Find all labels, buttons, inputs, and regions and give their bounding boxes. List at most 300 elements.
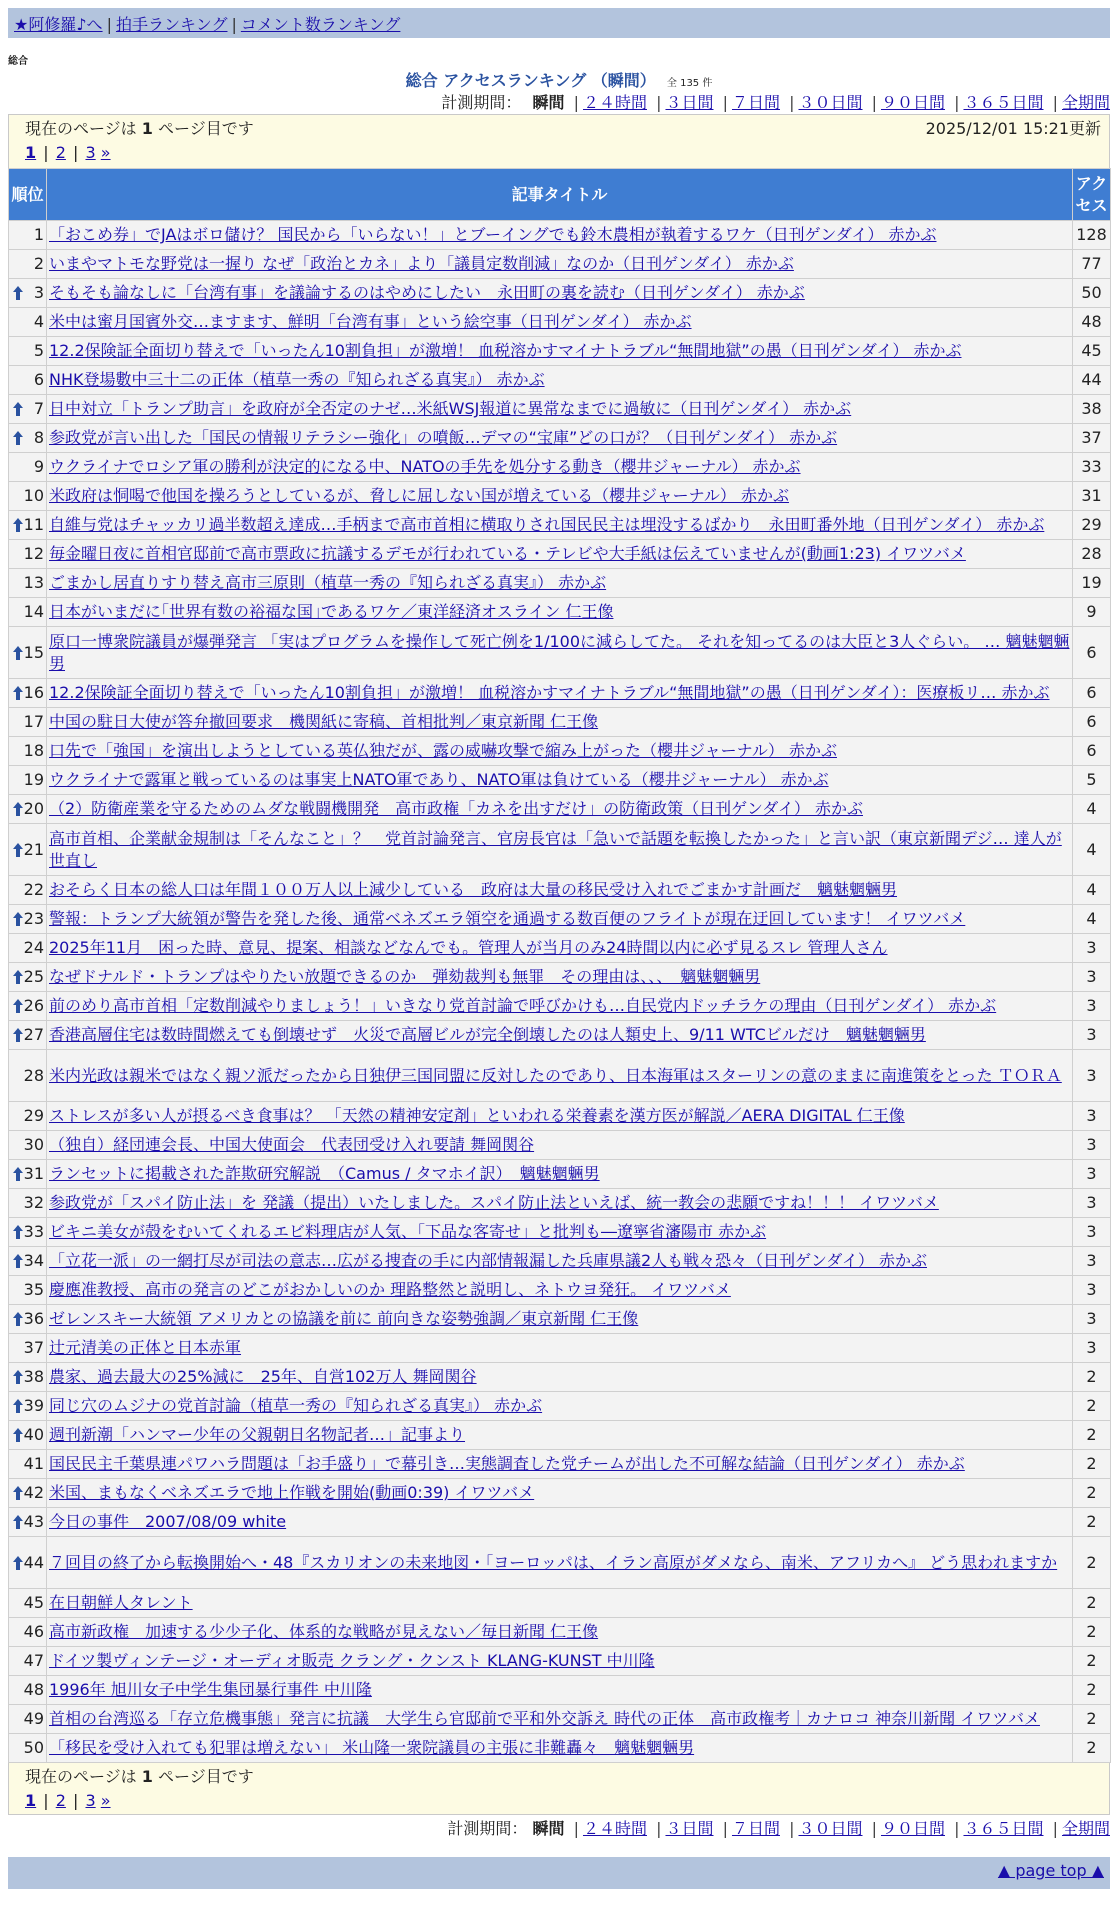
table-row bbox=[9, 1363, 1111, 1392]
article-title-link[interactable]: 国民民主千葉県連パワハラ問題は「お手盛り」で幕引き…実態調査した党チームが出した不可解な結論（日刊ゲンダイ） 赤かぶ bbox=[49, 1454, 965, 1473]
rank-number: 39 bbox=[23, 1396, 44, 1415]
rank-up-arrow-icon bbox=[12, 801, 24, 817]
title-cell bbox=[47, 934, 1073, 963]
rank-cell bbox=[9, 1618, 47, 1647]
access-count: 31 bbox=[1073, 482, 1111, 511]
rank-number: 27 bbox=[23, 1025, 44, 1044]
period-selector-top: 計測期間： 瞬間 | ２４時間 | ３日間 | ７日間 | ３０日間 | ９０日間 | ３６５日間 | 全期間 bbox=[441, 93, 1110, 112]
article-title-link[interactable]: 米中は蜜月国賓外交…ますます、鮮明「台湾有事」という絵空事（日刊ゲンダイ） 赤かぶ bbox=[49, 312, 692, 331]
article-title-link[interactable]: 米政府は恫喝で他国を操ろうとしているが、脅しに屈しない国が増えている（櫻井ジャーナル） 赤かぶ bbox=[49, 486, 789, 505]
rank-cell bbox=[9, 934, 47, 963]
table-row bbox=[9, 250, 1111, 279]
title-cell bbox=[47, 1305, 1073, 1334]
title-cell bbox=[47, 1421, 1073, 1450]
table-row bbox=[9, 511, 1111, 540]
article-title-link[interactable]: 12.2保険証全面切り替えで「いったん10割負担」が激増！ 血税溶かすマイナトラブル“無間地獄”の愚（日刊ゲンダイ）：医療板リ… 赤かぶ bbox=[49, 683, 1050, 702]
article-title-link[interactable]: ウクライナで露軍と戦っているのは事実上NATO軍であり、NATO軍は負けている（櫻井ジャーナル） 赤かぶ bbox=[49, 770, 829, 789]
article-title-link[interactable]: 原口一博衆院議員が爆弾発言 「実はプログラムを操作して死亡例を1/100に減らしてた。 それを知ってるのは大臣と3人ぐらい。 … 魑魅魍魎男 bbox=[49, 631, 1070, 673]
title-cell bbox=[47, 1705, 1073, 1734]
rank-cell bbox=[9, 424, 47, 453]
rank-number: 45 bbox=[23, 1593, 44, 1612]
rank-number: 25 bbox=[23, 967, 44, 986]
pager-current-page[interactable]: 1 bbox=[25, 1791, 37, 1810]
article-title-link[interactable]: 週刊新潮「ハンマー少年の父親朝日名物記者…」記事より bbox=[49, 1425, 466, 1444]
rank-up-arrow-icon bbox=[12, 1369, 24, 1385]
article-title-link[interactable]: 参政党が言い出した「国民の情報リテラシー強化」の噴飯…デマの“宝庫”どの口が？（日刊ゲンダイ） 赤かぶ bbox=[49, 428, 838, 447]
rank-number: 32 bbox=[23, 1193, 44, 1212]
rank-number: 34 bbox=[23, 1251, 44, 1270]
rank-number: 50 bbox=[23, 1738, 44, 1757]
rank-number: 6 bbox=[33, 370, 44, 389]
table-row bbox=[9, 1421, 1111, 1450]
period-link-365d[interactable]: ３６５日間 bbox=[963, 93, 1044, 112]
table-row bbox=[9, 679, 1111, 708]
rank-up-arrow-icon bbox=[12, 1253, 24, 1269]
col-header-rank: 順位 bbox=[9, 169, 47, 221]
rank-cell bbox=[9, 1676, 47, 1705]
title-cell bbox=[47, 569, 1073, 598]
rank-cell bbox=[9, 453, 47, 482]
title-cell bbox=[47, 795, 1073, 824]
access-count: 4 bbox=[1073, 876, 1111, 905]
rank-up-arrow-icon bbox=[12, 1224, 24, 1240]
title-cell bbox=[47, 1160, 1073, 1189]
article-title-link[interactable]: ストレスが多い人が摂るべき食事は？ 「天然の精神安定剤」といわれる栄養素を漢方医が解説／AERA DIGITAL 仁王像 bbox=[49, 1106, 905, 1125]
rank-number: 48 bbox=[23, 1680, 44, 1699]
rank-up-arrow-icon bbox=[12, 517, 24, 533]
table-row bbox=[9, 1450, 1111, 1479]
rank-up-arrow-icon bbox=[12, 1555, 24, 1571]
table-row bbox=[9, 766, 1111, 795]
article-title-link[interactable]: ビキニ美女が殻をむいてくれるエビ料理店が人気、「下品な客寄せ」と批判も―遼寧省瀋陽市 赤かぶ bbox=[49, 1222, 767, 1241]
table-row bbox=[9, 824, 1111, 876]
rank-cell bbox=[9, 482, 47, 511]
rank-number: 30 bbox=[23, 1135, 44, 1154]
period-selector-bottom: 計測期間： 瞬間 | ２４時間 | ３日間 | ７日間 | ３０日間 | ９０日間 | ３６５日間 | 全期間 bbox=[447, 1819, 1110, 1838]
rank-cell bbox=[9, 795, 47, 824]
period-link-3d[interactable]: ３日間 bbox=[665, 93, 714, 112]
article-title-link[interactable]: いまやマトモな野党は一握り なぜ「政治とカネ」より「議員定数削減」なのか（日刊ゲンダイ） 赤かぶ bbox=[49, 254, 794, 273]
access-count: 3 bbox=[1073, 1102, 1111, 1131]
article-title-link[interactable]: 首相の台湾巡る「存立危機事態」発言に抗議 大学生ら官邸前で平和外交訴え 時代の正体 高市政権考｜カナロコ 神奈川新聞 イワツバメ bbox=[49, 1709, 1040, 1728]
table-row bbox=[9, 598, 1111, 627]
access-count: 2 bbox=[1073, 1676, 1111, 1705]
access-count: 3 bbox=[1073, 1334, 1111, 1363]
rank-cell bbox=[9, 221, 47, 250]
access-count: 9 bbox=[1073, 598, 1111, 627]
rank-number: 15 bbox=[23, 642, 44, 662]
period-link-30d[interactable]: ３０日間 bbox=[798, 1819, 863, 1838]
article-title-link[interactable]: 前のめり高市首相「定数削減やりましょう！」いきなり党首討論で呼びかけも…自民党内ドッチラケの理由（日刊ゲンダイ） 赤かぶ bbox=[49, 996, 997, 1015]
rank-cell bbox=[9, 1647, 47, 1676]
title-cell bbox=[47, 1392, 1073, 1421]
table-row bbox=[9, 963, 1111, 992]
title-cell bbox=[47, 1479, 1073, 1508]
title-cell bbox=[47, 1508, 1073, 1537]
rank-number: 16 bbox=[23, 683, 44, 702]
rank-cell bbox=[9, 511, 47, 540]
rank-up-arrow-icon bbox=[12, 911, 24, 927]
period-link-24h[interactable]: ２４時間 bbox=[582, 1819, 647, 1838]
table-row bbox=[9, 795, 1111, 824]
total-count: 全 135 件 bbox=[666, 78, 713, 89]
rank-cell bbox=[9, 337, 47, 366]
rank-cell bbox=[9, 737, 47, 766]
rank-up-arrow-icon bbox=[12, 685, 24, 701]
access-count: 3 bbox=[1073, 934, 1111, 963]
rank-cell bbox=[9, 1218, 47, 1247]
article-title-link[interactable]: 辻元清美の正体と日本赤軍 bbox=[49, 1338, 242, 1357]
access-count: 2 bbox=[1073, 1705, 1111, 1734]
article-title-link[interactable]: ランセットに掲載された詐欺研究解説 （Camus / タマホイ訳） 魑魅魍魎男 bbox=[49, 1164, 600, 1183]
period-current: 瞬間 bbox=[532, 1819, 565, 1838]
period-link-all[interactable]: 全期間 bbox=[1061, 93, 1110, 112]
rank-up-arrow-icon bbox=[12, 1311, 24, 1327]
ranking-table-body bbox=[9, 221, 1111, 1763]
article-title-link[interactable]: 農家、過去最大の25%減に 25年、自営102万人 舞岡関谷 bbox=[49, 1367, 477, 1386]
title-cell bbox=[47, 1021, 1073, 1050]
article-title-link[interactable]: 警報：トランプ大統領が警告を発した後、通常ベネズエラ領空を通過する数百便のフライトが現在迂回しています！ イワツバメ bbox=[49, 909, 966, 928]
rank-number: 7 bbox=[33, 399, 44, 418]
rank-number: 3 bbox=[33, 283, 44, 302]
page-top-link[interactable]: ▲ page top ▲ bbox=[997, 1861, 1104, 1880]
article-title-link[interactable]: 「おこめ券」でJAはボロ儲け？ 国民から「いらない！」とブーイングでも鈴木農相が執着するワケ（日刊ゲンダイ） 赤かぶ bbox=[49, 225, 937, 244]
nav-link-home[interactable]: ★阿修羅♪へ bbox=[14, 15, 103, 34]
rank-cell bbox=[9, 1276, 47, 1305]
access-count: 48 bbox=[1073, 308, 1111, 337]
access-count: 44 bbox=[1073, 366, 1111, 395]
table-row bbox=[9, 934, 1111, 963]
page-status-box bbox=[8, 114, 1110, 168]
rank-cell bbox=[9, 1705, 47, 1734]
article-title-link[interactable]: ドイツ製ヴィンテージ・オーディオ販売 クラング・クンスト KLANG-KUNST 中川隆 bbox=[49, 1651, 655, 1670]
table-row bbox=[9, 221, 1111, 250]
title-cell bbox=[47, 221, 1073, 250]
col-header-access: アクセス bbox=[1073, 169, 1111, 221]
table-row bbox=[9, 424, 1111, 453]
title-cell bbox=[47, 679, 1073, 708]
article-title-link[interactable]: 米内光政は親米ではなく親ソ派だったから日独伊三国同盟に反対したのであり、日本海軍はスターリンの意のままに南進策をとった ＴＯＲＡ bbox=[49, 1065, 1062, 1085]
nav-link-comment-ranking[interactable]: コメント数ランキング bbox=[240, 15, 401, 34]
article-title-link[interactable]: 「立花一派」の一網打尽が司法の意志…広がる捜査の手に内部情報漏した兵庫県議2人も戦々恐々（日刊ゲンダイ） 赤かぶ bbox=[49, 1251, 927, 1270]
table-row bbox=[9, 627, 1111, 679]
article-title-link[interactable]: 高市新政権 加速する少少子化、体系的な戦略が見えない／毎日新聞 仁王像 bbox=[49, 1622, 599, 1641]
rank-up-arrow-icon bbox=[12, 401, 24, 417]
title-cell bbox=[47, 453, 1073, 482]
rank-up-arrow-icon bbox=[12, 842, 24, 858]
ranking-table bbox=[8, 168, 1111, 1763]
access-count: 19 bbox=[1073, 569, 1111, 598]
rank-up-arrow-icon bbox=[12, 1485, 24, 1501]
rank-cell bbox=[9, 1421, 47, 1450]
table-row bbox=[9, 1734, 1111, 1763]
pager-page-3[interactable]: 3 bbox=[85, 143, 96, 162]
title-cell bbox=[47, 1618, 1073, 1647]
table-row bbox=[9, 1676, 1111, 1705]
article-title-link[interactable]: 2025年11月 困った時、意見、提案、相談などなんでも。管理人が当月のみ24時間以内に必ず見るスレ 管理人さん bbox=[49, 938, 888, 957]
rank-cell bbox=[9, 992, 47, 1021]
table-row bbox=[9, 453, 1111, 482]
article-title-link[interactable]: 米国、まもなくベネズエラで地上作戦を開始(動画0:39) イワツバメ bbox=[49, 1483, 535, 1502]
title-cell bbox=[47, 250, 1073, 279]
rank-number: 21 bbox=[23, 839, 44, 859]
access-count: 3 bbox=[1073, 1131, 1111, 1160]
rank-up-arrow-icon bbox=[12, 1398, 24, 1414]
table-row bbox=[9, 737, 1111, 766]
period-link-24h[interactable]: ２４時間 bbox=[582, 93, 647, 112]
table-row bbox=[9, 569, 1111, 598]
title-cell bbox=[47, 1102, 1073, 1131]
rank-number: 26 bbox=[23, 996, 44, 1015]
rank-cell bbox=[9, 1450, 47, 1479]
rank-cell bbox=[9, 1102, 47, 1131]
access-count: 2 bbox=[1073, 1450, 1111, 1479]
rank-cell bbox=[9, 627, 47, 679]
rank-cell bbox=[9, 1537, 47, 1589]
access-count: 2 bbox=[1073, 1479, 1111, 1508]
section-tag: 総合 bbox=[8, 56, 28, 67]
title-cell bbox=[47, 1537, 1073, 1589]
rank-number: 5 bbox=[33, 341, 44, 360]
period-link-30d[interactable]: ３０日間 bbox=[798, 93, 863, 112]
article-title-link[interactable]: NHK登場數中三十二の正体（植草一秀の『知られざる真実』） 赤かぶ bbox=[49, 370, 545, 389]
table-row bbox=[9, 1589, 1111, 1618]
article-title-link[interactable]: 慶應准教授、高市の発言のどこがおかしいのか 理路整然と説明し、ネトウヨ発狂。 イワツバメ bbox=[49, 1280, 731, 1299]
rank-number: 4 bbox=[33, 312, 44, 331]
article-title-link[interactable]: 毎金曜日夜に首相官邸前で高市票政に抗議するデモが行われている・テレビや大手紙は伝えていませんが(動画1:23) イワツバメ bbox=[49, 544, 966, 563]
rank-cell bbox=[9, 250, 47, 279]
period-link-3d[interactable]: ３日間 bbox=[665, 1819, 714, 1838]
rank-up-arrow-icon bbox=[12, 1027, 24, 1043]
pager-next[interactable]: » bbox=[100, 143, 111, 162]
access-count: 4 bbox=[1073, 905, 1111, 934]
table-row bbox=[9, 395, 1111, 424]
table-row bbox=[9, 337, 1111, 366]
rank-up-arrow-icon bbox=[12, 1427, 24, 1443]
table-row bbox=[9, 1189, 1111, 1218]
access-count: 3 bbox=[1073, 963, 1111, 992]
rank-number: 42 bbox=[23, 1483, 44, 1502]
title-cell bbox=[47, 992, 1073, 1021]
rank-number: 47 bbox=[23, 1651, 44, 1670]
pager-page-2[interactable]: 2 bbox=[55, 143, 66, 162]
access-count: 6 bbox=[1073, 679, 1111, 708]
title-cell bbox=[47, 1247, 1073, 1276]
rank-cell bbox=[9, 1392, 47, 1421]
title-cell bbox=[47, 1734, 1073, 1763]
article-title-link[interactable]: おそらく日本の総人口は年間１００万人以上減少している 政府は大量の移民受け入れでごまかす計画だ 魑魅魍魎男 bbox=[49, 880, 898, 899]
article-title-link[interactable]: ごまかし居直りすり替え高市三原則（植草一秀の『知られざる真実』） 赤かぶ bbox=[49, 573, 607, 592]
title-cell bbox=[47, 279, 1073, 308]
rank-number: 28 bbox=[23, 1065, 44, 1085]
period-link-7d[interactable]: ７日間 bbox=[731, 1819, 780, 1838]
article-title-link[interactable]: （独自）経団連会長、中国大使面会 代表団受け入れ要請 舞岡関谷 bbox=[49, 1135, 535, 1154]
access-count: 2 bbox=[1073, 1589, 1111, 1618]
rank-number: 20 bbox=[23, 799, 44, 818]
table-row bbox=[9, 905, 1111, 934]
table-row bbox=[9, 1131, 1111, 1160]
rank-cell bbox=[9, 1305, 47, 1334]
rank-cell bbox=[9, 540, 47, 569]
access-count: 37 bbox=[1073, 424, 1111, 453]
rank-up-arrow-icon bbox=[12, 430, 24, 446]
article-title-link[interactable]: 口先で「強国」を演出しようとしている英仏独だが、露の威嚇攻撃で縮み上がった（櫻井ジャーナル） 赤かぶ bbox=[49, 741, 837, 760]
table-row bbox=[9, 1305, 1111, 1334]
access-count: 33 bbox=[1073, 453, 1111, 482]
pager-next[interactable]: » bbox=[100, 1791, 111, 1810]
table-row bbox=[9, 708, 1111, 737]
article-title-link[interactable]: 日中対立「トランプ助言」を政府が全否定のナゼ…米紙WSJ報道に異常なまでに過敏に（日刊ゲンダイ） 赤かぶ bbox=[49, 399, 852, 418]
title-cell bbox=[47, 482, 1073, 511]
access-count: 3 bbox=[1073, 1050, 1111, 1102]
article-title-link[interactable]: そもそも論なしに「台湾有事」を議論するのはやめにしたい 永田町の裏を読む（日刊ゲンダイ） 赤かぶ bbox=[49, 283, 805, 302]
table-row bbox=[9, 1160, 1111, 1189]
table-header-row bbox=[9, 169, 1111, 221]
nav-link-applause-ranking[interactable]: 拍手ランキング bbox=[115, 15, 228, 34]
article-title-link[interactable]: 高市首相、企業献金規制は「そんなこと」？ 党首討論発言、官房長官は「急いで話題を転換したかった」と言い訳（東京新聞デジ… 達人が世直し bbox=[49, 828, 1062, 870]
table-row bbox=[9, 1334, 1111, 1363]
period-link-7d[interactable]: ７日間 bbox=[731, 93, 780, 112]
rank-number: 10 bbox=[23, 486, 44, 505]
pager-page-3[interactable]: 3 bbox=[85, 1791, 96, 1810]
access-count: 29 bbox=[1073, 511, 1111, 540]
title-cell bbox=[47, 337, 1073, 366]
title-cell bbox=[47, 766, 1073, 795]
access-count: 6 bbox=[1073, 627, 1111, 679]
rank-cell bbox=[9, 1131, 47, 1160]
rank-cell bbox=[9, 1247, 47, 1276]
title-cell bbox=[47, 1450, 1073, 1479]
rank-cell bbox=[9, 308, 47, 337]
access-count: 3 bbox=[1073, 992, 1111, 1021]
table-row bbox=[9, 1050, 1111, 1102]
page-title-row bbox=[0, 68, 1118, 90]
period-link-90d[interactable]: ９０日間 bbox=[880, 93, 945, 112]
rank-cell bbox=[9, 1589, 47, 1618]
title-cell bbox=[47, 1676, 1073, 1705]
rank-number: 14 bbox=[23, 602, 44, 621]
article-title-link[interactable]: 香港高層住宅は数時間燃えても倒壊せず 火災で高層ビルが完全倒壊したのは人類史上、9/11 WTCビルだけ 魑魅魍魎男 bbox=[49, 1025, 926, 1044]
rank-cell bbox=[9, 598, 47, 627]
table-row bbox=[9, 1479, 1111, 1508]
pager-current-page[interactable]: 1 bbox=[25, 143, 37, 162]
rank-up-arrow-icon bbox=[12, 645, 24, 661]
rank-number: 22 bbox=[23, 880, 44, 899]
pager-bottom: 1 | 2 | 3 » bbox=[25, 1791, 111, 1810]
nav-separator: | bbox=[106, 15, 112, 34]
rank-up-arrow-icon bbox=[12, 1166, 24, 1182]
rank-number: 19 bbox=[23, 770, 44, 789]
article-title-link[interactable]: ７回目の終了から転換開始へ・48『スカリオンの未来地図・「ヨーロッパは、イラン高原がダメなら、南米、アフリカへ』 どう思われますか bbox=[49, 1552, 1058, 1572]
access-count: 45 bbox=[1073, 337, 1111, 366]
access-count: 50 bbox=[1073, 279, 1111, 308]
period-link-365d[interactable]: ３６５日間 bbox=[963, 1819, 1044, 1838]
rank-cell bbox=[9, 1508, 47, 1537]
table-row bbox=[9, 876, 1111, 905]
access-count: 4 bbox=[1073, 824, 1111, 876]
title-cell bbox=[47, 598, 1073, 627]
table-row bbox=[9, 1247, 1111, 1276]
article-title-link[interactable]: （2）防衛産業を守るためのムダな戦闘機開発 高市政権「カネを出すだけ」の防衛政策（日刊ゲンダイ） 赤かぶ bbox=[49, 799, 863, 818]
table-row bbox=[9, 1508, 1111, 1537]
table-row bbox=[9, 279, 1111, 308]
rank-number: 17 bbox=[23, 712, 44, 731]
pager-page-2[interactable]: 2 bbox=[55, 1791, 66, 1810]
title-cell bbox=[47, 308, 1073, 337]
article-title-link[interactable]: 中国の駐日大使が答弁撤回要求 機関紙に寄稿、首相批判／東京新聞 仁王像 bbox=[49, 712, 599, 731]
rank-cell bbox=[9, 1189, 47, 1218]
period-label: 計測期間： bbox=[447, 1819, 528, 1838]
rank-number: 11 bbox=[23, 515, 44, 534]
table-row bbox=[9, 540, 1111, 569]
access-count: 6 bbox=[1073, 737, 1111, 766]
rank-number: 31 bbox=[23, 1164, 44, 1183]
title-cell bbox=[47, 540, 1073, 569]
rank-cell bbox=[9, 708, 47, 737]
rank-cell bbox=[9, 679, 47, 708]
rank-number: 43 bbox=[23, 1512, 44, 1531]
access-count: 2 bbox=[1073, 1421, 1111, 1450]
article-title-link[interactable]: ゼレンスキー大統領 アメリカとの協議を前に 前向きな姿勢強調／東京新聞 仁王像 bbox=[49, 1309, 639, 1328]
rank-number: 33 bbox=[23, 1222, 44, 1241]
article-title-link[interactable]: なぜドナルド・トランプはやりたい放題できるのか 弾劾裁判も無罪 その理由は、、、 魑魅魍魎男 bbox=[49, 967, 761, 986]
article-title-link[interactable]: 「移民を受け入れても犯罪は増えない」 米山隆一衆院議員の主張に非難轟々 魑魅魍魎男 bbox=[49, 1738, 695, 1757]
access-count: 3 bbox=[1073, 1247, 1111, 1276]
table-row bbox=[9, 1618, 1111, 1647]
article-title-link[interactable]: 1996年 旭川女子中学生集団暴行事件 中川隆 bbox=[49, 1680, 372, 1699]
rank-number: 24 bbox=[23, 938, 44, 957]
rank-up-arrow-icon bbox=[12, 969, 24, 985]
top-nav-bar bbox=[8, 8, 1110, 38]
rank-number: 2 bbox=[33, 254, 44, 273]
title-cell bbox=[47, 824, 1073, 876]
pager: 1 | 2 | 3 » bbox=[25, 143, 111, 162]
table-row bbox=[9, 1102, 1111, 1131]
table-row bbox=[9, 308, 1111, 337]
article-title-link[interactable]: 在日朝鮮人タレント bbox=[49, 1593, 193, 1612]
title-cell bbox=[47, 1050, 1073, 1102]
rank-cell bbox=[9, 963, 47, 992]
access-count: 3 bbox=[1073, 1021, 1111, 1050]
rank-cell bbox=[9, 395, 47, 424]
title-cell bbox=[47, 511, 1073, 540]
article-title-link[interactable]: 参政党が「スパイ防止法」を 発議（提出）いたしました。スパイ防止法といえば、統一教会の悲願ですね！！！ イワツバメ bbox=[49, 1193, 939, 1212]
page-title: 総合 アクセスランキング （瞬間） bbox=[405, 71, 656, 90]
table-row bbox=[9, 1647, 1111, 1676]
period-current: 瞬間 bbox=[532, 93, 565, 112]
table-row bbox=[9, 482, 1111, 511]
rank-cell bbox=[9, 1334, 47, 1363]
rank-cell bbox=[9, 1363, 47, 1392]
access-count: 6 bbox=[1073, 708, 1111, 737]
period-link-all[interactable]: 全期間 bbox=[1061, 1819, 1110, 1838]
rank-number: 37 bbox=[23, 1338, 44, 1357]
article-title-link[interactable]: 日本がいまだに｢世界有数の裕福な国｣であるワケ／東洋経済オスライン 仁王像 bbox=[49, 602, 614, 621]
access-count: 3 bbox=[1073, 1189, 1111, 1218]
access-count: 2 bbox=[1073, 1537, 1111, 1589]
access-count: 2 bbox=[1073, 1734, 1111, 1763]
article-title-link[interactable]: 自維与党はチャッカリ過半数超え達成…手柄まで高市首相に横取りされ国民民主は埋没するばかり 永田町番外地（日刊ゲンダイ） 赤かぶ bbox=[49, 515, 1045, 534]
article-title-link[interactable]: 今日の事件 2007/08/09 white bbox=[49, 1512, 287, 1531]
article-title-link[interactable]: 同じ穴のムジナの党首討論（植草一秀の『知られざる真実』） 赤かぶ bbox=[49, 1396, 543, 1415]
page-status: 現在のページは 1 ページ目です bbox=[25, 1767, 254, 1786]
article-title-link[interactable]: 12.2保険証全面切り替えで「いったん10割負担」が激増！ 血税溶かすマイナトラブル“無間地獄”の愚（日刊ゲンダイ） 赤かぶ bbox=[49, 341, 962, 360]
table-row bbox=[9, 366, 1111, 395]
page-status: 現在のページは 1 ページ目です bbox=[25, 119, 254, 138]
article-title-link[interactable]: ウクライナでロシア軍の勝利が決定的になる中、NATOの手先を処分する動き（櫻井ジャーナル） 赤かぶ bbox=[49, 457, 801, 476]
period-link-90d[interactable]: ９０日間 bbox=[880, 1819, 945, 1838]
rank-number: 18 bbox=[23, 741, 44, 760]
